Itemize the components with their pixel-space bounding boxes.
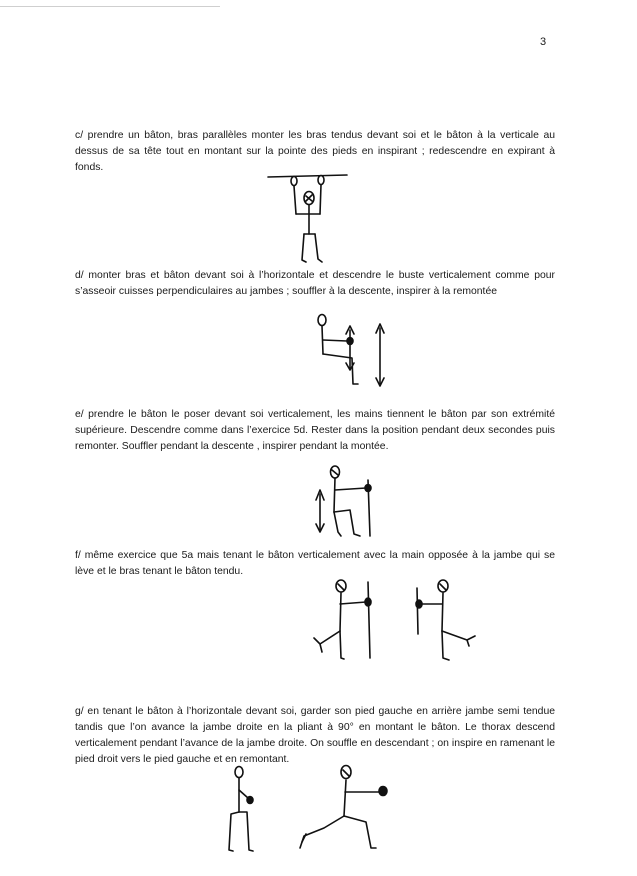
scan-edge-line — [0, 6, 220, 7]
figure-e-vertical-stick — [308, 460, 383, 540]
figure-f-right — [405, 574, 485, 664]
paragraph-c: c/ prendre un bâton, bras parallèles monter les bras tendus devant soi et le bâton à la verticale au dessus de sa tête tout en montant sur la pointe des pieds en inspirant ; redescendre en expirant à fonds. — [75, 130, 555, 173]
figure-f-left — [310, 574, 385, 664]
paragraph-g: g/ en tenant le bâton à l’horizontale devant soi, garder son pied gauche en arrière jambe semi tendue tandis que l’on avance la jambe droite en la pliant à 90° en montant le bâton. Le thorax descend verticalement pendant l’avance de la jambe droite. On souffle en descendant ; on inspire en ramenant le pied droit vers le pied gauche et en remontant. — [75, 706, 555, 765]
page-number: 3 — [540, 36, 547, 48]
figure-d-squat — [310, 308, 390, 388]
paragraph-e: e/ prendre le bâton le poser devant soi verticalement, les mains tiennent le bâton par son extrémité supérieure. Descendre comme dans l’exercice 5d. Rester dans la position pendant deux secondes puis remonter. Souffler pendant la descente , inspirer pendant la montée. — [75, 409, 555, 452]
figure-c-stick-overhead — [265, 170, 350, 265]
paragraph-f: f/ même exercice que 5a mais tenant le bâton verticalement avec la main opposée à la jambe qui se lève et le bras tenant le bâton tendu. — [75, 550, 555, 577]
figure-g-lunge — [296, 762, 406, 862]
figure-g-standing — [222, 762, 267, 862]
paragraph-d: d/ monter bras et bâton devant soi à l’horizontale et descendre le buste verticalement comme pour s’asseoir cuisses perpendiculaires au jambes ; souffler à la descente, inspirer à la remontée — [75, 270, 555, 297]
